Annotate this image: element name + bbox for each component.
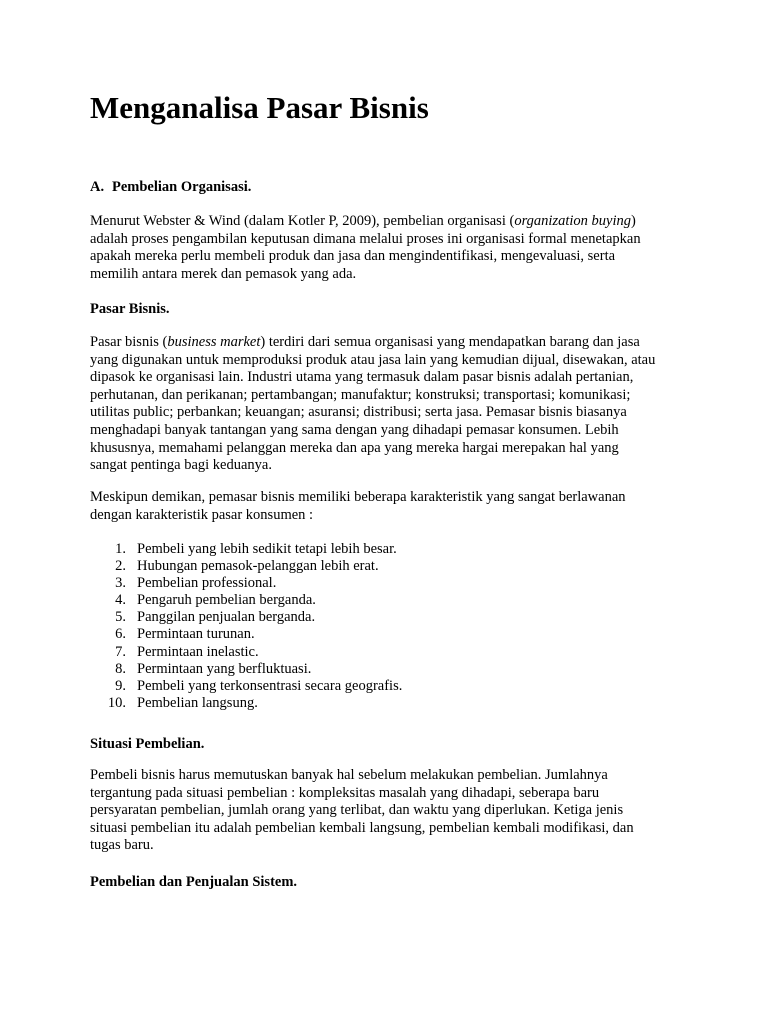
section-a-paragraph: [90, 213, 670, 283]
list-item-number: 7.: [115, 643, 126, 660]
paragraph-line: [90, 213, 670, 231]
list-item: [90, 678, 402, 695]
paragraph-line: dengan karakteristik pasar konsumen :: [90, 506, 314, 523]
list-item-number: 10.: [107, 694, 126, 711]
paragraph-line: memilih antara merek dan pemasok yang ada.: [90, 265, 357, 282]
paragraph-line: persyaratan pembelian, jumlah orang yang terlibat, dan waktu yang diperlukan. Ketiga jenis: [90, 802, 624, 819]
pasar-bisnis-heading: Pasar Bisnis.: [90, 301, 170, 317]
paragraph-line: apakah mereka perlu membeli produk dan jasa dan mengindentifikasi, mengevaluasi, serta: [90, 248, 616, 265]
list-item: [90, 695, 402, 712]
situasi-pembelian-paragraph: [90, 767, 670, 855]
paragraph-line: sangat pentinga bagi keduanya.: [90, 457, 272, 474]
list-item: [90, 558, 402, 575]
paragraph-line: khususnya, memahami pelanggan mereka dan apa yang mereka hargai merepakan hal yang: [90, 439, 619, 456]
characteristics-list: [90, 541, 402, 712]
paragraph-line: situasi pembelian itu adalah pembelian kembali langsung, pembelian kembali modifikasi, dan: [90, 819, 634, 836]
pasar-bisnis-paragraph-2: [90, 489, 670, 524]
list-item-text: Permintaan yang berfluktuasi.: [137, 660, 312, 677]
list-item-number: 3.: [115, 575, 126, 592]
text-run: ): [631, 213, 636, 229]
list-item-text: Hubungan pemasok-pelanggan lebih erat.: [137, 558, 379, 575]
section-a-heading: [90, 178, 251, 196]
list-item-text: Pembeli yang lebih sedikit tetapi lebih besar.: [137, 541, 397, 557]
list-item: [90, 644, 402, 661]
paragraph-line: tergantung pada situasi pembelian : kompleksitas masalah yang dihadapi, seberapa baru: [90, 784, 600, 801]
list-item-number: 8.: [115, 660, 126, 677]
list-item: [90, 541, 402, 558]
list-item-text: Pengaruh pembelian berganda.: [137, 592, 316, 609]
paragraph-line: Pembeli bisnis harus memutuskan banyak hal sebelum melakukan pembelian. Jumlahnya: [90, 767, 608, 783]
paragraph-line: utilitas public; perbankan; keuangan; asuransi; distribusi; serta jasa. Pemasar bisnis biasanya: [90, 404, 627, 421]
list-item: [90, 661, 402, 678]
list-item-number: 2.: [115, 558, 126, 575]
paragraph-line: yang digunakan untuk memproduksi produk atau jasa lain yang kemudian dijual, disewakan, atau: [90, 351, 656, 368]
text-run: Menurut Webster & Wind (dalam Kotler P, 2009), pembelian organisasi (: [90, 213, 515, 229]
pembelian-penjualan-sistem-heading: Pembelian dan Penjualan Sistem.: [90, 874, 298, 890]
list-item-number: 6.: [115, 626, 126, 643]
list-item-number: 4.: [115, 592, 126, 609]
pasar-bisnis-paragraph-1: [90, 334, 670, 475]
paragraph-line: menghadapi banyak tantangan yang sama dengan yang dihadapi pemasar konsumen. Lebih: [90, 421, 619, 438]
paragraph-line: dipasok ke organisasi lain. Industri utama yang termasuk dalam pasar bisnis adalah pertanian,: [90, 369, 634, 386]
list-item-text: Pembelian professional.: [137, 575, 277, 592]
paragraph-line: Meskipun demikan, pemasar bisnis memiliki beberapa karakteristik yang sangat berlawanan: [90, 489, 626, 505]
section-a-heading-text: Pembelian Organisasi.: [112, 179, 252, 195]
list-item-text: Panggilan penjualan berganda.: [137, 609, 316, 626]
paragraph-line: perhutanan, dan perikanan; pertambangan; manufaktur; konstruksi; transportasi; komunikasi;: [90, 386, 631, 403]
list-item-number: 5.: [115, 609, 126, 626]
italic-term: business market: [167, 334, 261, 350]
situasi-pembelian-heading: Situasi Pembelian.: [90, 736, 205, 752]
list-item: [90, 592, 402, 609]
text-run: Pasar bisnis (: [90, 334, 168, 350]
list-item: [90, 575, 402, 592]
list-item: [90, 609, 402, 626]
text-run: ) terdiri dari semua organisasi yang mendapatkan barang dan jasa: [260, 334, 640, 350]
list-item: [90, 626, 402, 643]
list-item-text: Permintaan turunan.: [137, 626, 255, 643]
paragraph-line: tugas baru.: [90, 837, 154, 854]
list-item-number: 9.: [115, 677, 126, 694]
paragraph-line: [90, 334, 670, 352]
list-item-text: Permintaan inelastic.: [137, 643, 259, 660]
section-a-number: A.: [90, 179, 105, 195]
italic-term: organization buying: [514, 213, 631, 229]
list-item-text: Pembelian langsung.: [137, 694, 258, 711]
paragraph-line: adalah proses pengambilan keputusan dimana melalui proses ini organisasi formal menetapkan: [90, 230, 641, 247]
document-title: Menganalisa Pasar Bisnis: [90, 90, 429, 125]
list-item-text: Pembeli yang terkonsentrasi secara geografis.: [137, 677, 403, 694]
list-item-number: 1.: [115, 541, 126, 557]
